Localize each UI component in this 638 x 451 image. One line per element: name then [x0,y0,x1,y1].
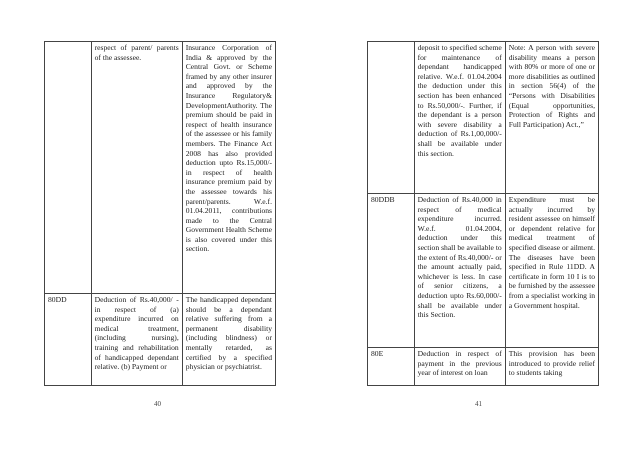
deductions-table-left [44,41,276,386]
particulars-cell: deposit to specified scheme for maintenance of dependant handicapped relative. W.e.f. 01.04.2004 the deduction under this section has been enhanced to Rs.50,000/-. Further, if the dependant is a person with severe disability a deduction of Rs.1,00,000/- shall be available under this section. [414,42,505,194]
remarks-cell: Expenditure must be actually incurred by resident assessee on himself or dependent relative for medical treatment of specified disease or ailment. The diseases have been specified in Rule 11DD. A certificate in form 10 I is to be furnished by the assessee from a specialist working in a Government hospital. [505,194,598,348]
table-row [368,194,599,348]
table-row [368,348,599,386]
page-number: 40 [154,400,161,408]
section-cell: 80E [368,348,415,386]
particulars-cell: Deduction in respect of payment in the previous year of interest on loan [414,348,505,386]
remarks-cell: This provision has been introduced to provide relief to students taking [505,348,598,386]
particulars-cell: Deduction of Rs.40,000/ - in respect of (a) expenditure incurred on medical treatment, (including nursing), training and rehabilitation of handicapped dependant relative. (b) Payment or [91,294,182,386]
right-page [319,0,638,451]
particulars-cell: Deduction of Rs.40,000 in respect of medical expenditure incurred. W.e.f. 01.04.2004, deduction under this section shall be available to the extent of Rs.40,000/- or the amount actually paid, whichever is less. In case of senior citizens, a deduction upto Rs.60,000/- shall be available under this Section. [414,194,505,348]
particulars-cell: respect of parent/ parents of the assessee. [91,42,182,294]
remarks-cell: Note: A person with severe disability means a person with 80% or more of one or more disabilities as outlined in section 56(4) of the “Persons with Disabilities (Equal opportunities, Protection of Rights and Full Participation) Act.,” [505,42,598,194]
table-row [45,294,276,386]
section-cell: 80DDB [368,194,415,348]
table-row [45,42,276,294]
section-cell [45,42,92,294]
page-number: 41 [475,400,482,408]
table-row [368,42,599,194]
section-cell [368,42,415,194]
remarks-cell: Insurance Corporation of India & approved by the Central Govt. or Scheme framed by any other insurer and approved by the Insurance Regulatory& DevelopmentAuthority. The premium should be paid in respect of health insurance of the assessee or his family members. The Finance Act 2008 has also provided deduction upto Rs.15,000/- in respect of health insurance premium paid by the assessee towards his parent/parents. W.e.f. 01.04.2011, contributions made to the Central Government Health Scheme is also covered under this section. [182,42,275,294]
section-cell: 80DD [45,294,92,386]
remarks-cell: The handicapped dependant should be a dependant relative suffering from a permanent disability (including blindness) or mentally retarded, as certified by a specified physician or psychiatrist. [182,294,275,386]
deductions-table-right [367,41,599,386]
